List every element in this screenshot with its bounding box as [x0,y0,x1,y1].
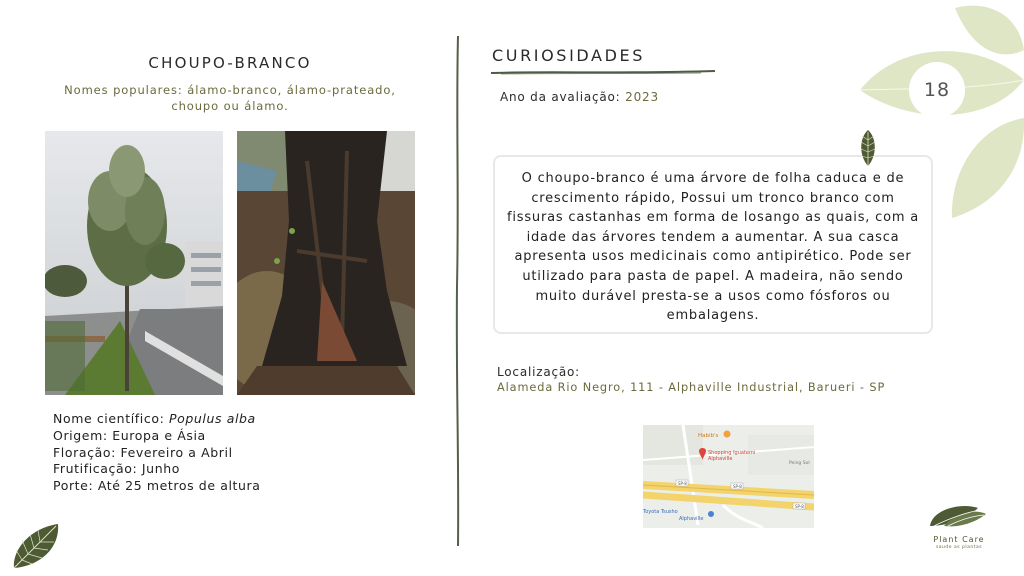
size-row: Porte: Até 25 metros de altura [53,478,261,494]
map-label-habibs: Habib's [698,433,719,439]
curiosities-text: O choupo-branco é uma árvore de folha caduca e de crescimento rápido, Possui um tronco branco com fissuras castanhas em forma de losango as quais, com a idade das árvores tendem a aumentar. A sua casca apresenta usos medicinais como antipirético. Pode ser utilizado para pasta de papel. A madeira, não sendo muito durável presta-se a usos como fósforos ou embalagens. [507,171,919,324]
origin-row: Origem: Europa e Ásia [53,427,206,443]
road-tag-2: SP-8 [733,484,742,489]
map-label-shopping-1: Shopping Iguatemi [708,450,756,456]
restaurant-pin-icon[interactable] [724,431,731,438]
location-address: Alameda Rio Negro, 111 - Alphaville Industrial, Barueri - SP [497,381,886,394]
plant-title: CHOUPO-BRANCO [148,54,312,72]
flowering-row: Floração: Fevereiro a Abril [53,444,233,460]
evaluation-year [500,90,659,104]
trunk-photo [237,131,415,395]
map-label-toyota-2: Alphaville [679,516,704,522]
tree-photo [45,131,223,395]
fruiting-row: Frutificação: Junho [53,461,180,477]
title-underline [491,68,715,76]
scientific-name-value: Populus alba [168,411,256,426]
store-pin-icon[interactable] [708,511,714,517]
map-label-shopping-2: Alphaville [708,456,733,462]
location-label: Localização: [497,365,581,379]
column-divider [455,36,461,546]
popular-names: Nomes populares: álamo-branco, álamo-prateado, choupo ou álamo. [64,83,396,113]
year-label: Ano da avaliação: [500,90,621,104]
brand-tagline: saude as plantas [935,545,983,550]
year-value: 2023 [625,90,659,104]
brand-name: Plant Care [933,535,985,544]
map-label-toyota-1: Toyota Tsusho [643,509,678,515]
location-map[interactable] [643,425,814,528]
map-label-peing: Peing Sol [789,461,810,466]
scientific-name-label: Nome científico: [53,411,165,426]
leaf-icon [857,128,879,168]
road-tag-1: SP-8 [678,481,687,486]
palm-leaf-icon [10,522,62,570]
curiosities-title: CURIOSIDADES [492,46,645,65]
page-number: 18 [909,62,965,118]
plant-facts [53,411,261,495]
scientific-name-row [53,411,261,428]
road-tag-3: SP-8 [795,504,804,509]
